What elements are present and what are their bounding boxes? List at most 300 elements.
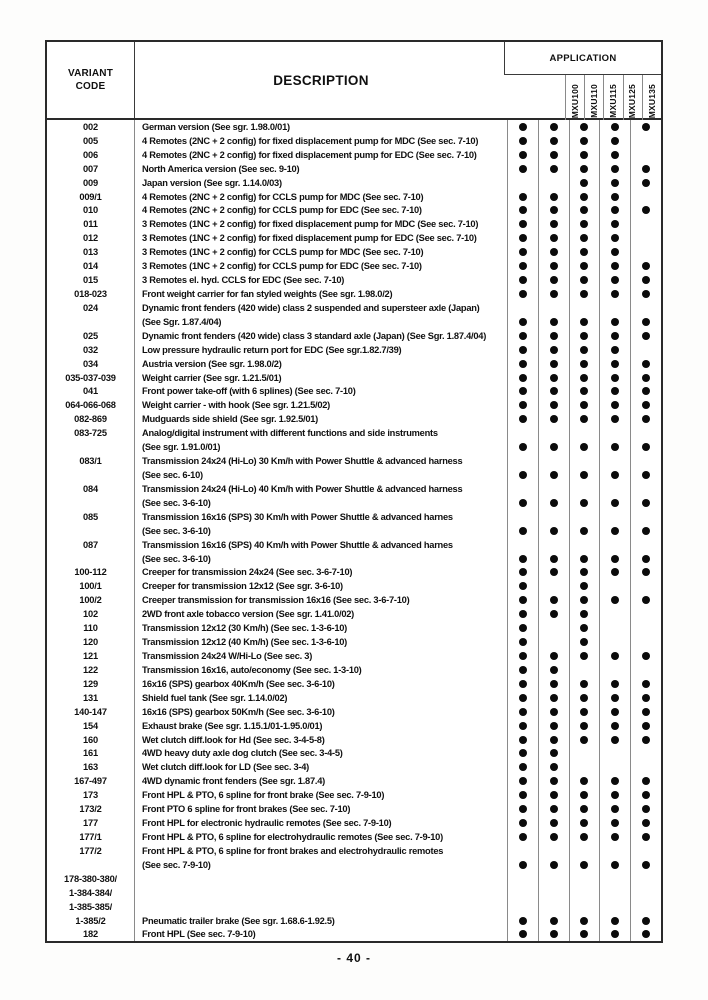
application-dot (519, 777, 527, 785)
application-cell (599, 830, 630, 844)
application-dot (550, 206, 558, 214)
application-cell (538, 496, 569, 510)
description-cell: Transmission 16x16, auto/economy (See sec. 1-3-10) (142, 664, 362, 675)
application-dot (580, 722, 588, 730)
variant-code-cell: 177/1 (47, 830, 135, 844)
application-cell (599, 858, 630, 872)
variant-code-cell: 012 (47, 231, 135, 245)
application-dot (580, 582, 588, 590)
application-cell (538, 621, 569, 635)
application-cell (569, 245, 600, 259)
application-cell (538, 900, 569, 914)
application-dot (642, 777, 650, 785)
application-cell (538, 579, 569, 593)
application-cell (569, 315, 600, 329)
variant-code-cell: 173 (47, 788, 135, 802)
model-label: MXU110 (589, 84, 600, 118)
application-cell (569, 677, 600, 691)
application-cell (538, 677, 569, 691)
variant-code-cell (47, 315, 135, 329)
application-cell (630, 691, 661, 705)
application-dot (550, 374, 558, 382)
application-dot (519, 527, 527, 535)
model-column-header (623, 75, 642, 120)
application-cell (507, 454, 538, 468)
application-cell (538, 468, 569, 482)
application-cell (507, 482, 538, 496)
application-cell (507, 231, 538, 245)
application-cell (630, 607, 661, 621)
description-cell: Front weight carrier for fan styled weights (See sgr. 1.98.0/2) (142, 289, 393, 300)
application-cell (507, 357, 538, 371)
application-cell (599, 566, 630, 580)
application-cell (569, 719, 600, 733)
application-cell (569, 301, 600, 315)
application-dot (550, 193, 558, 201)
application-cell (538, 162, 569, 176)
application-cell (569, 538, 600, 552)
application-dot (611, 708, 619, 716)
variant-code-cell: 013 (47, 245, 135, 259)
application-cell (569, 231, 600, 245)
table-row (47, 719, 661, 733)
application-cell (569, 454, 600, 468)
description-cell: Front power take-off (with 6 splines) (See sec. 7-10) (142, 386, 356, 397)
variant-code-cell: 009/1 (47, 190, 135, 204)
table-row (47, 385, 661, 399)
application-cell (507, 649, 538, 663)
application-cell (630, 329, 661, 343)
application-dot (642, 318, 650, 326)
application-dot (580, 123, 588, 131)
application-dot (519, 193, 527, 201)
application-cell (507, 426, 538, 440)
variant-code-cell: 1-385-385/ (47, 900, 135, 914)
application-cell (569, 760, 600, 774)
variant-code-cell: 129 (47, 677, 135, 691)
application-cell (538, 259, 569, 273)
application-cell (507, 872, 538, 886)
application-dot (642, 387, 650, 395)
application-cell (630, 733, 661, 747)
application-dot (519, 819, 527, 827)
description-cell: Transmission 24x24 (Hi-Lo) 30 Km/h with Power Shuttle & advanced harness (142, 456, 463, 467)
application-dot (611, 346, 619, 354)
table-row (47, 510, 661, 524)
table-row (47, 788, 661, 802)
variant-code-cell: 087 (47, 538, 135, 552)
application-cell (507, 900, 538, 914)
application-cell (538, 301, 569, 315)
application-dot (642, 332, 650, 340)
application-dot (611, 374, 619, 382)
table-row (47, 259, 661, 273)
application-dot (642, 791, 650, 799)
application-dot (550, 471, 558, 479)
application-dot (580, 318, 588, 326)
description-cell: 3 Remotes el. hyd. CCLS for EDC (See sec. 7-10) (142, 275, 345, 286)
application-dot (519, 708, 527, 716)
application-cell (630, 398, 661, 412)
variant-code-cell: 024 (47, 301, 135, 315)
variant-code-cell: 084 (47, 482, 135, 496)
variant-code-cell: 100/2 (47, 593, 135, 607)
application-cell (599, 927, 630, 941)
description-cell: German version (See sgr. 1.98.0/01) (142, 121, 290, 132)
application-dot (519, 290, 527, 298)
table-row (47, 886, 661, 900)
table-row (47, 468, 661, 482)
application-dot (611, 527, 619, 535)
application-cell (599, 412, 630, 426)
application-cell (507, 371, 538, 385)
application-cell (630, 621, 661, 635)
application-dot (642, 917, 650, 925)
application-dot (580, 624, 588, 632)
application-cell (569, 802, 600, 816)
application-cell (630, 245, 661, 259)
application-cell (569, 329, 600, 343)
application-cell (630, 412, 661, 426)
variant-code-cell: 005 (47, 134, 135, 148)
application-dot (519, 276, 527, 284)
application-dot (611, 387, 619, 395)
application-dot (519, 610, 527, 618)
description-header: DESCRIPTION (273, 72, 369, 88)
application-cell (507, 705, 538, 719)
application-dot (550, 749, 558, 757)
application-cell (599, 593, 630, 607)
description-cell: 3 Remotes (1NC + 2 config) for fixed displacement pump for EDC (See sec. 7-10) (142, 233, 477, 244)
application-dot (550, 833, 558, 841)
table-row (47, 134, 661, 148)
application-cell (507, 593, 538, 607)
application-dot (580, 596, 588, 604)
variant-code-cell (47, 858, 135, 872)
application-dot (519, 387, 527, 395)
application-cell (507, 259, 538, 273)
application-cell (569, 858, 600, 872)
application-cell (599, 900, 630, 914)
application-dot (550, 262, 558, 270)
application-cell (599, 468, 630, 482)
application-cell (507, 566, 538, 580)
table-row (47, 287, 661, 301)
application-cell (630, 886, 661, 900)
application-cell (630, 552, 661, 566)
application-cell (599, 162, 630, 176)
application-dot (642, 708, 650, 716)
application-cell (538, 872, 569, 886)
variant-code-cell (47, 440, 135, 454)
application-cell (599, 273, 630, 287)
application-cell (569, 635, 600, 649)
description-cell: 4 Remotes (2NC + 2 config) for fixed displacement pump for EDC (See sec. 7-10) (142, 149, 477, 160)
application-dot (642, 276, 650, 284)
application-cell (538, 593, 569, 607)
application-cell (507, 914, 538, 928)
description-cell: 16x16 (SPS) gearbox 40Km/h (See sec. 3-6-10) (142, 678, 335, 689)
application-dot (519, 722, 527, 730)
application-cell (630, 635, 661, 649)
application-cell (507, 733, 538, 747)
application-dot (519, 582, 527, 590)
application-cell (599, 190, 630, 204)
application-dot (611, 415, 619, 423)
application-cell (507, 663, 538, 677)
description-cell: 4WD heavy duty axle dog clutch (See sec. 3-4-5) (142, 748, 343, 759)
application-dot (519, 791, 527, 799)
application-dot (519, 861, 527, 869)
table-row (47, 621, 661, 635)
application-dot (642, 206, 650, 214)
application-dot (611, 262, 619, 270)
application-dot (642, 179, 650, 187)
variant-code-cell: 007 (47, 162, 135, 176)
application-cell (599, 677, 630, 691)
application-cell (507, 719, 538, 733)
application-cell (569, 691, 600, 705)
application-dot (580, 137, 588, 145)
application-cell (507, 746, 538, 760)
application-cell (538, 607, 569, 621)
application-dot (611, 555, 619, 563)
application-dot (611, 568, 619, 576)
application-cell (569, 872, 600, 886)
application-dot (642, 819, 650, 827)
application-dot (611, 276, 619, 284)
application-cell (630, 538, 661, 552)
application-dot (519, 248, 527, 256)
application-dot (550, 708, 558, 716)
application-dot (611, 220, 619, 228)
application-dot (611, 819, 619, 827)
application-cell (630, 231, 661, 245)
application-cell (538, 231, 569, 245)
application-cell (538, 176, 569, 190)
description-cell (135, 886, 507, 900)
description-cell: Front HPL & PTO, 6 spline for electrohydraulic remotes (See sec. 7-9-10) (142, 831, 443, 842)
application-dot (580, 374, 588, 382)
variant-code-cell: 034 (47, 357, 135, 371)
table-row (47, 816, 661, 830)
application-cell (569, 343, 600, 357)
description-cell (135, 872, 507, 886)
application-dot (611, 861, 619, 869)
application-cell (569, 273, 600, 287)
variant-code-cell (47, 468, 135, 482)
description-cell: (See sec. 7-9-10) (142, 859, 211, 870)
application-dot (519, 624, 527, 632)
table-body (47, 120, 661, 941)
application-cell (569, 134, 600, 148)
application-dot (580, 276, 588, 284)
application-cell (630, 315, 661, 329)
application-cell (507, 802, 538, 816)
application-dot (580, 791, 588, 799)
application-cell (538, 858, 569, 872)
application-cell (507, 524, 538, 538)
application-dot (580, 638, 588, 646)
application-cell (569, 371, 600, 385)
application-dot (611, 443, 619, 451)
application-dot (519, 206, 527, 214)
application-dot (642, 165, 650, 173)
application-cell (599, 120, 630, 134)
application-cell (538, 510, 569, 524)
application-dot (642, 123, 650, 131)
application-cell (599, 496, 630, 510)
application-dot (642, 652, 650, 660)
table-row (47, 176, 661, 190)
variant-code-cell: 041 (47, 385, 135, 399)
application-cell (630, 872, 661, 886)
application-cell (538, 245, 569, 259)
table-row (47, 440, 661, 454)
application-dot (550, 680, 558, 688)
application-cell (599, 760, 630, 774)
application-dot (611, 680, 619, 688)
application-dot (642, 499, 650, 507)
application-cell (538, 148, 569, 162)
application-cell (538, 482, 569, 496)
application-cell (599, 301, 630, 315)
application-cell (599, 719, 630, 733)
application-cell (569, 900, 600, 914)
table-row (47, 162, 661, 176)
application-dot (611, 137, 619, 145)
application-cell (538, 802, 569, 816)
description-cell: 3 Remotes (1NC + 2 config) for fixed displacement pump for MDC (See sec. 7-10) (142, 219, 479, 230)
application-cell (599, 217, 630, 231)
application-dot (550, 234, 558, 242)
application-cell (538, 524, 569, 538)
application-cell (569, 259, 600, 273)
table-row (47, 357, 661, 371)
variant-code-cell: 121 (47, 649, 135, 663)
application-cell (599, 733, 630, 747)
application-cell (569, 788, 600, 802)
variant-code-cell: 160 (47, 733, 135, 747)
application-dot (642, 527, 650, 535)
table-row (47, 844, 661, 858)
application-dot (550, 555, 558, 563)
application-cell (630, 134, 661, 148)
variant-code-header-line1: VARIANT (67, 68, 114, 79)
description-cell: Transmission 16x16 (SPS) 30 Km/h with Power Shuttle & advanced harnes (142, 511, 453, 522)
application-cell (599, 691, 630, 705)
application-dot (550, 568, 558, 576)
description-cell: Transmission 24x24 W/Hi-Lo (See sec. 3) (142, 650, 313, 661)
application-cell (630, 259, 661, 273)
application-cell (630, 204, 661, 218)
application-cell (569, 705, 600, 719)
application-cell (507, 844, 538, 858)
table-row (47, 301, 661, 315)
application-cell (599, 802, 630, 816)
application-cell (569, 927, 600, 941)
description-cell: Creeper for transmission 12x12 (See sgr. 3-6-10) (142, 581, 343, 592)
application-cell (538, 691, 569, 705)
application-cell (569, 398, 600, 412)
application-cell (630, 579, 661, 593)
description-cell: Japan version (See sgr. 1.14.0/03) (142, 177, 282, 188)
application-dot (519, 318, 527, 326)
table-row (47, 426, 661, 440)
application-dot (580, 694, 588, 702)
application-cell (599, 287, 630, 301)
application-cell (538, 538, 569, 552)
table-header (47, 42, 661, 120)
application-cell (538, 635, 569, 649)
application-dot (519, 471, 527, 479)
description-cell: Front PTO 6 spline for front brakes (See sec. 7-10) (142, 804, 351, 815)
application-dot (580, 234, 588, 242)
application-cell (630, 190, 661, 204)
variant-code-cell: 009 (47, 176, 135, 190)
application-cell (630, 148, 661, 162)
application-dot (519, 638, 527, 646)
application-dot (550, 360, 558, 368)
application-cell (599, 886, 630, 900)
application-cell (630, 162, 661, 176)
application-dot (580, 151, 588, 159)
variant-code-cell: 014 (47, 259, 135, 273)
description-cell (135, 900, 507, 914)
application-dot (580, 262, 588, 270)
application-cell (538, 273, 569, 287)
variant-code-cell: 025 (47, 329, 135, 343)
table-row (47, 538, 661, 552)
application-dot (519, 652, 527, 660)
application-cell (569, 482, 600, 496)
application-cell (569, 746, 600, 760)
variant-code-cell: 182 (47, 927, 135, 941)
application-cell (630, 371, 661, 385)
application-dot (580, 401, 588, 409)
application-dot (519, 234, 527, 242)
application-cell (538, 816, 569, 830)
model-column-header (565, 75, 584, 120)
description-cell: Front HPL for electronic hydraulic remotes (See sec. 7-9-10) (142, 818, 392, 829)
application-cell (599, 134, 630, 148)
application-dot (611, 179, 619, 187)
description-cell: 4WD dynamic front fenders (See sgr. 1.87.4) (142, 776, 325, 787)
application-dot (642, 694, 650, 702)
description-cell: Transmission 12x12 (30 Km/h) (See sec. 1-3-6-10) (142, 623, 348, 634)
application-dot (550, 917, 558, 925)
table-row (47, 593, 661, 607)
application-cell (507, 927, 538, 941)
variant-code-cell: 010 (47, 204, 135, 218)
application-cell (569, 148, 600, 162)
table-row (47, 649, 661, 663)
application-cell (599, 482, 630, 496)
description-cell: Exhaust brake (See sgr. 1.15.1/01-1.95.0/01) (142, 720, 323, 731)
application-dot (580, 861, 588, 869)
application-cell (538, 287, 569, 301)
application-dot (611, 652, 619, 660)
description-cell: 3 Remotes (1NC + 2 config) for CCLS pump for MDC (See sec. 7-10) (142, 247, 424, 258)
application-dot (519, 568, 527, 576)
application-cell (538, 398, 569, 412)
model-column-header (603, 75, 622, 120)
application-cell (630, 746, 661, 760)
application-cell (569, 552, 600, 566)
application-dot (611, 123, 619, 131)
application-cell (599, 176, 630, 190)
application-dot (550, 151, 558, 159)
